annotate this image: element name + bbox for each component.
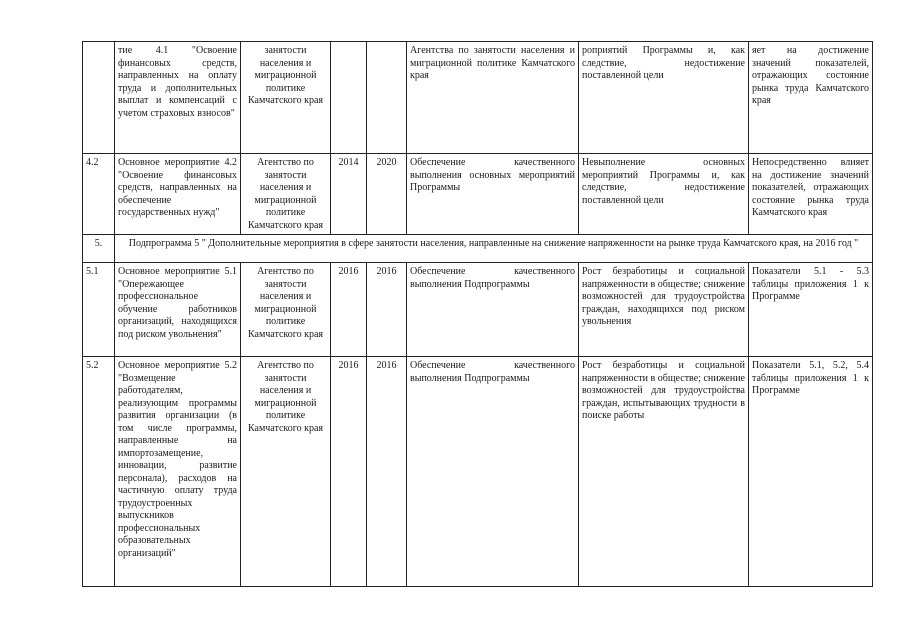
start-year [331, 42, 367, 154]
indicator-link: Непосредственно влияет на достижение значений показателей, отражающих состояние рынка труда Камчатского края [749, 154, 873, 235]
indicator-link: Показатели 5.1, 5.2, 5.4 таблицы приложения 1 к Программе [749, 357, 873, 587]
end-year [367, 42, 407, 154]
end-year: 2016 [367, 357, 407, 587]
start-year: 2016 [331, 357, 367, 587]
document-page [82, 41, 873, 587]
end-year: 2020 [367, 154, 407, 235]
non-implementation-consequence: Рост безработицы и социальной напряженности в обществе; снижение возможностей для трудоустройства граждан, испытывающих трудности в поиске работы [579, 357, 749, 587]
expected-result: Обеспечение качественного выполнения Подпрограммы [407, 263, 579, 357]
end-year: 2016 [367, 263, 407, 357]
measure-executor: Агентство по занятости населения и миграционной политике Камчатского края [241, 154, 331, 235]
row-number: 5.1 [83, 263, 115, 357]
measure-name: Основное мероприятие 5.1 "Опережающее профессиональное обучение работников организаций, находящихся под риском увольнения" [115, 263, 241, 357]
measure-name: тие 4.1 "Освоение финансовых средств, направленных на оплату труда и дополнительных выплат и компенсаций с учетом страховых взносов" [115, 42, 241, 154]
row-number: 5.2 [83, 357, 115, 587]
measure-name: Основное мероприятие 5.2 "Возмещение работодателям, реализующим программы развития организации (в том числе программы, направленные на импортозамещение, инновации, развитие персонала), расходов на частичную оплату труда трудоустроенных выпускников профессиональных образовательных организаций" [115, 357, 241, 587]
expected-result: Обеспечение качественного выполнения основных мероприятий Программы [407, 154, 579, 235]
subprogram-title: Подпрограмма 5 " Дополнительные мероприятия в сфере занятости населения, направленные на снижение напряженности на рынке труда Камчатского края, на 2016 год " [115, 235, 873, 263]
expected-result: Обеспечение качественного выполнения Подпрограммы [407, 357, 579, 587]
row-number [83, 42, 115, 154]
measure-executor: Агентство по занятости населения и миграционной политике Камчатского края [241, 357, 331, 587]
row-number: 5. [83, 235, 115, 263]
program-measures-table [82, 41, 873, 587]
row-number: 4.2 [83, 154, 115, 235]
subprogram-row [83, 235, 873, 263]
measure-executor: Агентство по занятости населения и миграционной политике Камчатского края [241, 263, 331, 357]
indicator-link: Показатели 5.1 - 5.3 таблицы приложения 1 к Программе [749, 263, 873, 357]
table-row [83, 263, 873, 357]
non-implementation-consequence: Невыполнение основных мероприятий Программы и, как следствие, недостижение поставленной цели [579, 154, 749, 235]
table-row [83, 154, 873, 235]
expected-result: Агентства по занятости населения и миграционной политике Камчатского края [407, 42, 579, 154]
start-year: 2014 [331, 154, 367, 235]
table-row [83, 42, 873, 154]
measure-executor: занятости населения и миграционной политике Камчатского края [241, 42, 331, 154]
start-year: 2016 [331, 263, 367, 357]
table-row [83, 357, 873, 587]
non-implementation-consequence: роприятий Программы и, как следствие, недостижение поставленной цели [579, 42, 749, 154]
measure-name: Основное мероприятие 4.2 "Освоение финансовых средств, направленных на обеспечение государственных нужд" [115, 154, 241, 235]
indicator-link: яет на достижение значений показателей, отражающих состояние рынка труда Камчатского края [749, 42, 873, 154]
non-implementation-consequence: Рост безработицы и социальной напряженности в обществе; снижение возможностей для трудоустройства граждан, находящихся под риском увольнения [579, 263, 749, 357]
